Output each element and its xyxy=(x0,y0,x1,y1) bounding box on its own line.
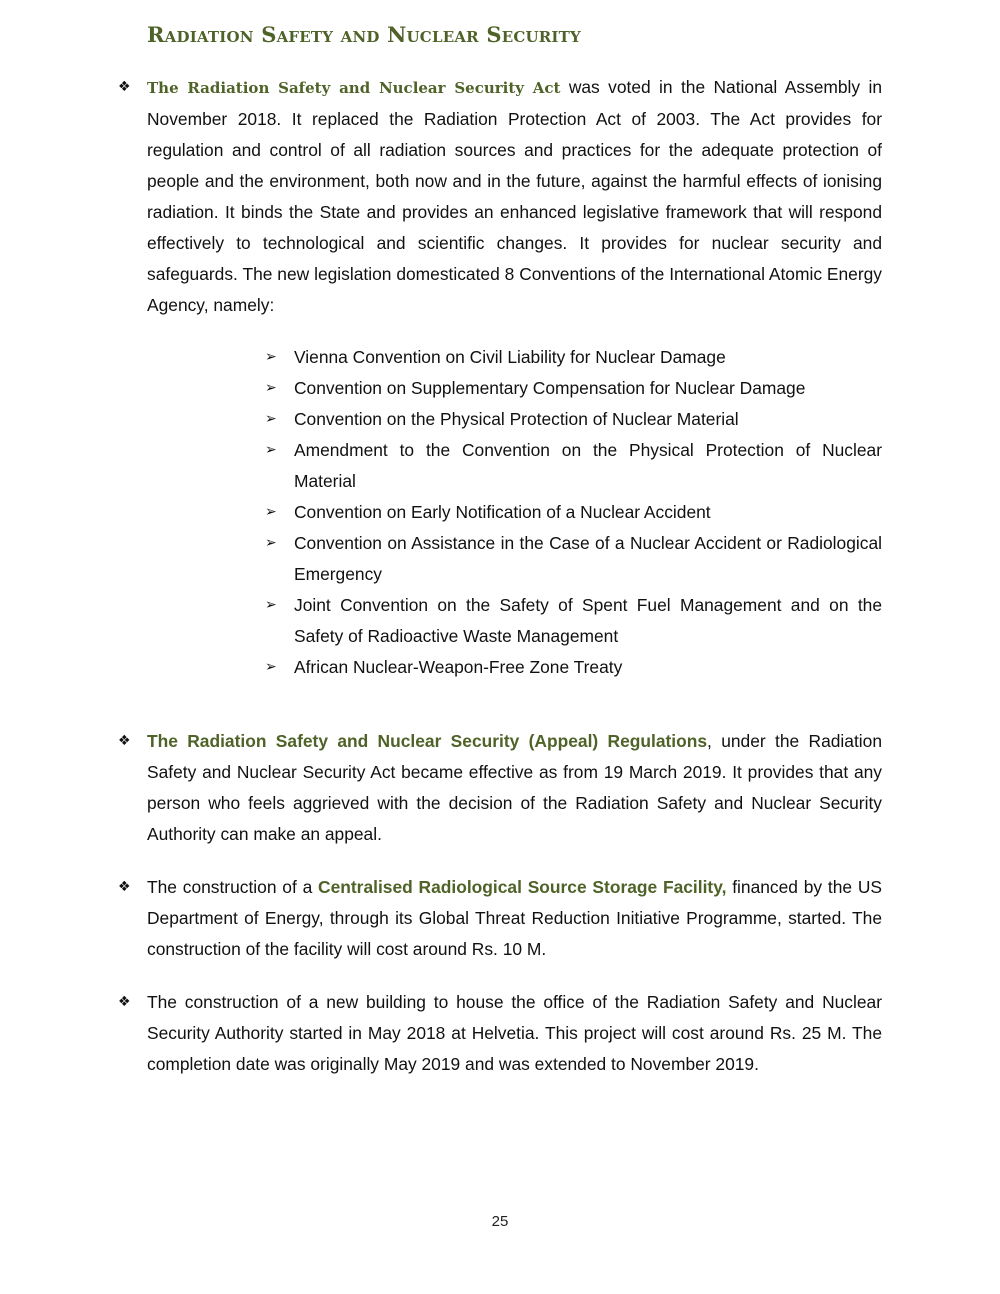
diamond-bullet-icon: ❖ xyxy=(118,994,131,1010)
arrowhead-bullet-icon: ➢ xyxy=(265,535,277,551)
list-item: ➢ Convention on Assistance in the Case of a Nuclear Accident or Radiological Emergency xyxy=(265,528,882,590)
diamond-bullet-icon: ❖ xyxy=(118,879,131,895)
paragraph-storage-facility xyxy=(147,872,882,965)
list-item: ➢ African Nuclear-Weapon-Free Zone Treaty xyxy=(265,652,882,683)
arrowhead-bullet-icon: ➢ xyxy=(265,659,277,675)
list-item: ➢ Convention on the Physical Protection of Nuclear Material xyxy=(265,404,882,435)
diamond-bullet-icon: ❖ xyxy=(118,79,131,95)
paragraph-appeal-regulations xyxy=(147,726,882,850)
page-number: 25 xyxy=(491,1213,509,1230)
arrowhead-bullet-icon: ➢ xyxy=(265,380,277,396)
list-item: ➢ Convention on Early Notification of a Nuclear Accident xyxy=(265,497,882,528)
highlight-act-name: The Radiation Safety and Nuclear Security Act xyxy=(147,79,561,97)
list-item: ➢ Vienna Convention on Civil Liability for Nuclear Damage xyxy=(265,342,882,373)
bullet-rsns-act xyxy=(118,72,882,321)
paragraph-rsns-act xyxy=(147,72,882,321)
bullet-storage-facility xyxy=(118,872,882,965)
paragraph-text: financed by the US Department of Energy, through its Global Threat Reduction Initiative Programme, started. The construction of the facility will cost around Rs. 10 M. xyxy=(147,877,883,959)
list-item: ➢ Amendment to the Convention on the Physical Protection of Nuclear Material xyxy=(265,435,882,497)
arrowhead-bullet-icon: ➢ xyxy=(265,442,277,458)
conventions-list xyxy=(265,342,882,683)
bullet-new-building xyxy=(118,987,882,1080)
highlight-regulations-name: The Radiation Safety and Nuclear Security (Appeal) Regulations xyxy=(147,731,708,751)
arrowhead-bullet-icon: ➢ xyxy=(265,349,277,365)
paragraph-prefix: The construction of a xyxy=(147,877,319,897)
diamond-bullet-icon: ❖ xyxy=(118,733,131,749)
paragraph-new-building: The construction of a new building to house the office of the Radiation Safety and Nuclear Security Authority started in May 2018 at Helvetia. This project will cost around Rs. 25 M. The completion date was originally May 2019 and was extended to November 2019. xyxy=(147,992,882,1074)
list-item: ➢ Joint Convention on the Safety of Spent Fuel Management and on the Safety of Radioactive Waste Management xyxy=(265,590,882,652)
paragraph-text: was voted in the National Assembly in November 2018. It replaced the Radiation Protection Act of 2003. The Act provides for regulation and control of all radiation sources and practices for the adequate protection of people and the environment, both now and in the future, against the harmful effects of ionising radiation. It binds the State and provides an enhanced legislative framework that will respond effectively to technological and scientific changes. It provides for nuclear security and safeguards. The new legislation domesticated 8 Conventions of the International Atomic Energy Agency, namely: xyxy=(147,77,883,315)
arrowhead-bullet-icon: ➢ xyxy=(265,504,277,520)
list-item: ➢ Convention on Supplementary Compensation for Nuclear Damage xyxy=(265,373,882,404)
paragraph-text: , under the Radiation Safety and Nuclear Security Act became effective as from 19 March 2019. It provides that any person who feels aggrieved with the decision of the Radiation Safety and Nuclear Security Authority can make an appeal. xyxy=(147,731,882,844)
section-heading: Radiation Safety and Nuclear Security xyxy=(147,22,581,47)
arrowhead-bullet-icon: ➢ xyxy=(265,597,277,613)
arrowhead-bullet-icon: ➢ xyxy=(265,411,277,427)
highlight-facility-name: Centralised Radiological Source Storage Facility, xyxy=(318,877,727,897)
bullet-appeal-regulations xyxy=(118,726,882,850)
